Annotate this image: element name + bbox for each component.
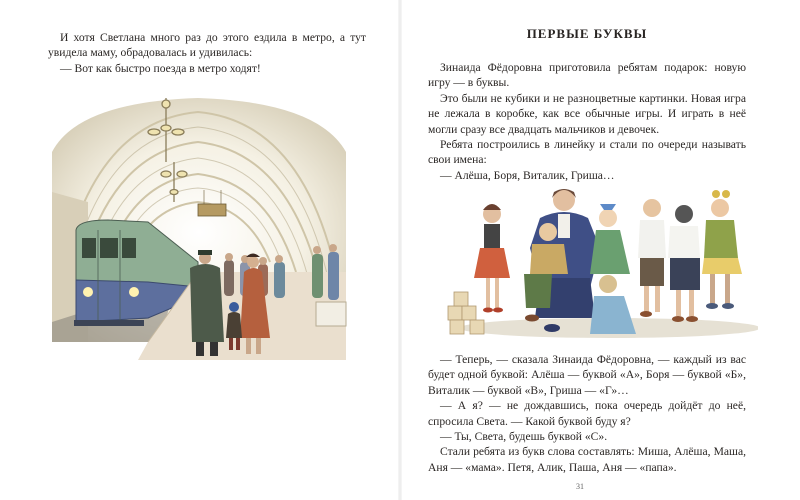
paragraph: Стали ребята из букв слова составлять: Миша, Алёша, Маша, Аня — «мама». Петя, Алик, Паша, Аня — «папа».: [428, 445, 746, 474]
paragraph: — Теперь, — сказала Зинаида Фёдоровна, — каждый из вас будет одной буквой: Алёша — буквой «А», Боря — буквой «Б», Виталик — буквой «В», Гриша — «Г»…: [428, 353, 746, 397]
seated-child-figure: [590, 275, 636, 334]
paragraph: — Вот как быстро поезда в метро ходят!: [60, 61, 261, 75]
paragraph: — А я? — не дождавшись, пока очередь дойдёт до неё, спросила Света. — Какой буквой буду я?: [428, 399, 746, 428]
right-page-text-bottom: [428, 352, 746, 475]
boy-suspenders-figure: [668, 205, 700, 322]
metro-station-illustration: [48, 92, 350, 362]
paragraph: Это были не кубики и не разноцветные картинки. Новая игра не лежала в коробке, как все обычные игры. И играть в неё могли сразу все двадцать мальчиков и девочек.: [428, 91, 746, 136]
paragraph: — Алёша, Боря, Виталик, Гриша…: [440, 168, 615, 182]
paragraph: Ребята построились в линейку и стали по очереди называть свои имена:: [428, 138, 746, 167]
left-page-text: [48, 30, 366, 76]
right-page: [400, 0, 800, 500]
girl-yellow-bow-figure: [702, 190, 742, 309]
children-with-teacher-illustration: [440, 178, 758, 340]
boy-white-shirt-figure: [638, 199, 666, 317]
girl-figure: [474, 204, 510, 313]
paragraph: Зинаида Фёдоровна приготовила ребятам подарок: новую игру — в буквы.: [428, 61, 746, 90]
paragraph: — Ты, Света, будешь буквой «С».: [440, 430, 608, 444]
right-page-text-top: [428, 60, 746, 183]
paragraph: И хотя Светлана много раз до этого ездила в метро, а тут увидела маму, обрадовалась и удивилась:: [48, 31, 366, 60]
page-number: 31: [576, 482, 584, 491]
chapter-title: ПЕРВЫЕ БУКВЫ: [526, 26, 648, 41]
girl-green-figure: [590, 204, 630, 274]
